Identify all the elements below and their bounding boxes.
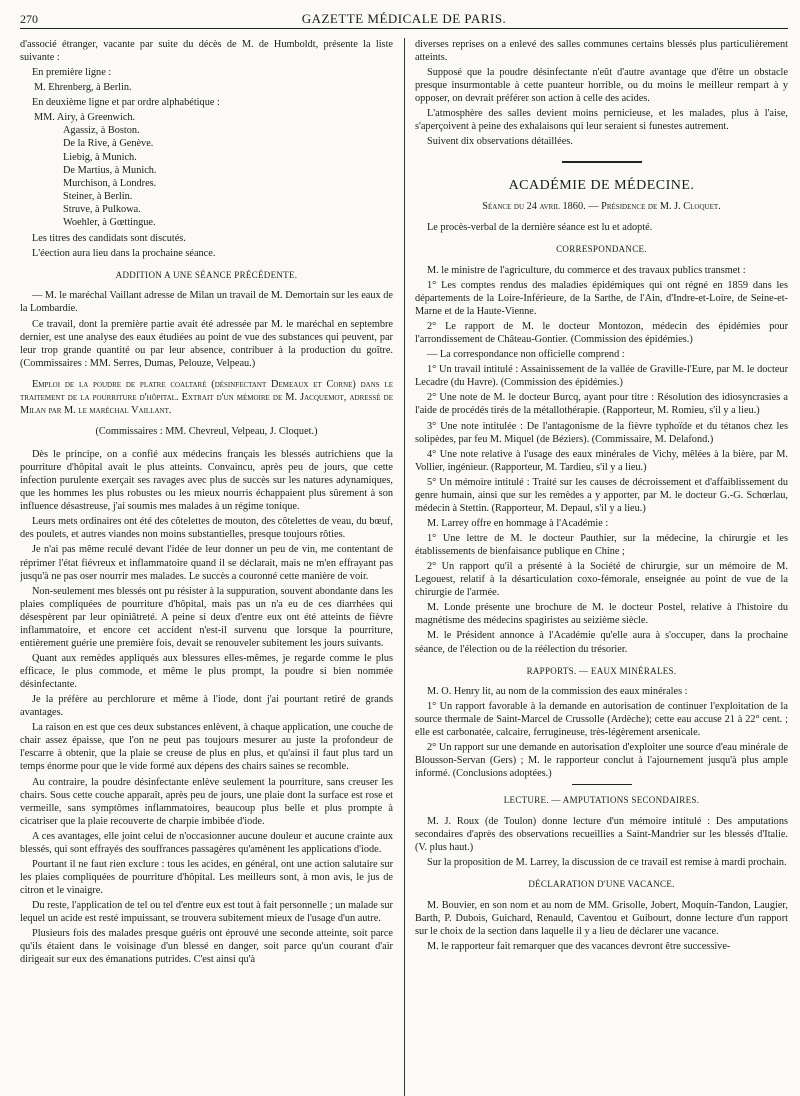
list-item: Murchison, à Londres. [63, 177, 157, 189]
list-item: 1° Les comptes rendus des maladies épidémiques qui ont régné en 1859 dans les départements de la Loire-Inférieure, de la Sarthe, de l'Ain, d'Indre-et-Loire, de Seine-et-Marne et de la Haute-Vienne. [415, 279, 788, 317]
paragraph: En première ligne : [32, 67, 112, 79]
paragraph: M. Ehrenberg, à Berlin. [34, 82, 132, 94]
candidate-list [34, 111, 393, 229]
paragraph: L'éection aura lieu dans la prochaine séance. [32, 247, 216, 259]
paragraph: Ce travail, dont la première partie avait été adressée par M. le maréchal en septembre dernier, est une analyse des eaux étudiées au point de vue des substances qui peuvent, par leur trop grande quantité ou par leur absence, contribuer à la production du goître. (Commissaires : MM. Serres, Dumas, Pelouze, Velpeau.) [20, 318, 393, 369]
section-heading: CORRESPONDANCE. [556, 244, 647, 255]
section-heading: RAPPORTS. — EAUX MINÉRALES. [526, 665, 677, 676]
paragraph: Je la préfère au perchlorure et même à l'iode, dont j'ai pourtant retiré de grands avantages. [20, 694, 393, 719]
paragraph: M. O. Henry lit, au nom de la commission des eaux minérales : [427, 685, 688, 697]
paragraph: M. le ministre de l'agriculture, du commerce et des travaux publics transmet : [427, 264, 746, 276]
paragraph: M. Larrey offre en hommage à l'Académie : [427, 517, 609, 529]
paragraph: diverses reprises on a enlevé des salles communes certains blessés plus particulièrement atteints. [415, 39, 788, 64]
paragraph: Pourtant il ne faut rien exclure : tous les acides, en général, ont une action salutaire sur les plaies compliquées de pourriture d'hôpital. Les meilleurs sont, à mon avis, le jus de citron et le vinaigre. [20, 858, 393, 897]
paragraph: Je n'ai pas même reculé devant l'idée de leur donner un peu de vin, me contentant de réprimer l'état fiévreux et inflammatoire quand il se déclarait, mais ne m'en effrayant pas jusqu'à ne pas oser nourrir mes malades. Le succès a couronné cette manière de voir. [20, 544, 393, 582]
list-item: Agassiz, à Boston. [63, 125, 140, 137]
paragraph: M. J. Roux (de Toulon) donne lecture d'un mémoire intitulé : Des amputations secondaires d'après des observations recueillies a Saint-Mandrier sur les blessés d'Italie. (V. plus haut.) [415, 815, 788, 853]
seance-line: Séance du 24 avril 1860. — Présidence de M. J. Cloquet. [482, 201, 721, 213]
paragraph: Plusieurs fois des malades presque guéris ont éprouvé une seconde atteinte, soit parce qu'ils étaient dans le voisinage d'un blessé en danger, soit parce qu'un courant d'air dirigeait sur eux des émanations putrides. C'est ainsi qu'à [20, 928, 393, 966]
list-item: Liebig, à Munich. [63, 151, 137, 163]
paragraph: d'associé étranger, vacante par suite du décès de M. de Humboldt, présente la liste suivante : [20, 39, 393, 64]
page-number: 270 [20, 12, 38, 26]
list-item: 2° Un rapport sur une demande en autorisation d'exploiter une source d'eau minérale de Blousson-Servan (Gers) ; M. le rapporteur conclut à l'ajournement jusqu'à plus ample informé. (Conclusions adoptées.) [415, 742, 788, 780]
page-header [20, 6, 788, 29]
paragraph: M. Bouvier, en son nom et au nom de MM. Grisolle, Jobert, Moquin-Tandon, Laugier, Barth, P. Dubois, Guichard, Renauld, Caventou et Guibourt, donne lecture d'un rapport sur le choix de la section dans laquelle il y a lieu de déclarer une vacance. [415, 899, 788, 937]
list-item: Struve, à Pulkowa. [63, 203, 141, 215]
paragraph: En deuxième ligne et par ordre alphabétique : [32, 97, 220, 109]
paragraph: M. Londe présente une brochure de M. le docteur Postel, relative à l'histoire du magnétisme des médecins spagiristes au seizième siècle. [415, 602, 788, 627]
list-item: 1° Un rapport favorable à la demande en autorisation de continuer l'exploitation de la source thermale de Saint-Marcel de Crussolle (Ardèche); cette eau accuse 21 à 22° cent. ; elle est carbonatée, calcaire, ferrugineuse, très-légèrement arsenicale. [415, 701, 788, 739]
list-item: De la Rive, à Genève. [63, 138, 154, 150]
left-column [20, 38, 393, 1096]
journal-title: GAZETTE MÉDICALE DE PARIS. [301, 11, 507, 26]
right-column [415, 38, 788, 1096]
separator-rule [572, 784, 632, 785]
paragraph: Non-seulement mes blessés ont pu résister à la suppuration, souvent abondante dans les plaies compliquées de pourriture d'hôpital, mais pas un n'a eu de ces diarrhées qui désespèrent par leur opiniâtreté. A peine si deux d'entre eux ont été atteints de fièvre inflammatoire, et encore cet accident n'est-il survenu que lorsque la pourriture, entièrement guérie une première fois, devait se renouveler subitement les jours suivants. [20, 585, 393, 649]
paragraph: Du reste, l'application de tel ou tel d'entre eux est tout à fait personnelle ; un malade sur lequel un acide est resté impuissant, se trouvera subitement mieux de l'usage d'un autre. [20, 900, 393, 925]
paragraph: M. le rapporteur fait remarquer que des vacances devront être successive- [427, 940, 731, 952]
paragraph: Sur la proposition de M. Larrey, la discussion de ce travail est remise à mardi prochain. [427, 857, 787, 869]
list-item: De Martius, à Munich. [63, 164, 157, 176]
paragraph: L'atmosphère des salles devient moins pernicieuse, et les malades, plus à l'aise, s'aperçoivent à peine des exhalaisons qui leur seraient si funestes autrement. [415, 108, 788, 133]
separator-rule [562, 161, 642, 163]
list-item: MM. Airy, à Greenwich. [34, 112, 136, 124]
paragraph: Suivent dix observations détaillées. [427, 136, 573, 148]
columns [20, 38, 788, 1096]
list-item: Steiner, à Berlin. [63, 190, 133, 202]
academie-heading: ACADÉMIE DE MÉDECINE. [508, 177, 695, 193]
list-item: 2° Un rapport qu'il a présenté à la Société de chirurgie, sur un mémoire de M. Legouest, relatif à la désarticulation coxo-fémorale, enseignée au point de vue de la chirurgie de l'armée. [415, 561, 788, 599]
paragraph: Le procès-verbal de la dernière séance est lu et adopté. [427, 222, 653, 234]
list-item: 2° Une note de M. le docteur Burcq, ayant pour titre : Résolution des idiosyncrasies a l'aide de procédés tirés de la métallothérapie. (Rapporteur, M. Romieu, s'il y a lieu.) [415, 392, 788, 417]
list-item: 3° Une note intitulée : De l'antagonisme de la fièvre typhoïde et du tétanos chez les solipèdes, par feu M. Miquel (de Béziers). (Commissaire, M. Delafond.) [415, 420, 788, 445]
list-item: 1° Une lettre de M. le docteur Pauthier, sur la médecine, la chirurgie et les établissements de bienfaisance publique en Chine ; [415, 533, 788, 558]
paragraph: Les titres des candidats sont discutés. [32, 232, 186, 244]
paragraph: La raison en est que ces deux substances enlèvent, à chaque application, une couche de chair assez épaisse, que l'on ne peut pas toujours mesurer au juste la profondeur de l'escarre à obtenir, que la plaie se creuse de plus en plus, et qu'ainsi il faut plus tard un temps énorme pour que le vide formé aux dépens des chairs saines se recomble. [20, 722, 393, 773]
paragraph: Quant aux remèdes appliqués aux blessures elles-mêmes, je regarde comme le plus efficace, le plus commode, et même le plus prompt, la poudre si bien nommée désinfectante. [20, 652, 393, 691]
paragraph: Leurs mets ordinaires ont été des côtelettes de mouton, des côtelettes de veau, du bœuf, des poulets, et autres viandes non moins substantielles, presque toujours rôties. [20, 516, 393, 541]
paragraph: Au contraire, la poudre désinfectante enlève seulement la pourriture, sans creuser les chairs. Sous cette couche apparaît, après peu de jours, une plaie dont la surface est rose et vermeille, sans symptômes inflammatoires, beaucoup plus belle et plus prompte à cicatriser que la plaie recouverte de charpie imbibée d'iode. [20, 776, 393, 827]
article-title: Emploi de la poudre de platre coaltaré (désinfectant Demeaux et Corne) dans le traitement de la pourriture d'hôpital. Extrait d'un mémoire de M. Jacquemot, adressé de Milan par M. le maréchal Vaillant. [20, 378, 393, 416]
paragraph: — La correspondance non officielle comprend : [427, 349, 625, 361]
section-heading: DÉCLARATION D'UNE VACANCE. [528, 879, 675, 890]
paragraph: A ces avantages, elle joint celui de n'occasionner aucune douleur et aucune crainte aux blessés, qui sont effrayés des souffrances passagères qu'amènent les applications d'iode. [20, 830, 393, 855]
paragraph: Dès le principe, on a confié aux médecins français les blessés autrichiens que la pourriture d'hôpital avait le plus atteints. Convaincu, après peu de jours, que cette infection purulente exerçait ses ravages avec plus de succès sur les natures adynamiques, que les hommes les plus robustes ou les mieux nourris échappaient plus sûrement à son influence désastreuse, j'ai soumis mes malades à un régime tonique. [20, 449, 393, 513]
column-divider [404, 38, 405, 1096]
paragraph: Supposé que la poudre désinfectante n'eût d'autre avantage que d'être un obstacle presque insurmontable à cette puanteur horrible, ou du moins le meilleur rempart à y opposer, on devrait préférer son action à celle des acides. [415, 67, 788, 105]
list-item: 2° Le rapport de M. le docteur Montozon, médecin des épidémies pour l'arrondissement de Château-Gontier. (Commission des épidémies.) [415, 321, 788, 346]
commissioners-note: (Commissaires : MM. Chevreul, Velpeau, J. Cloquet.) [95, 425, 318, 437]
list-item: Woehler, à Gœttingue. [63, 216, 156, 228]
paragraph: — M. le maréchal Vaillant adresse de Milan un travail de M. Demortain sur les eaux de la Lombardie. [20, 290, 393, 315]
section-heading: LECTURE. — AMPUTATIONS SECONDAIRES. [503, 795, 700, 806]
section-heading: ADDITION A UNE SÉANCE PRÉCÉDENTE. [115, 270, 298, 280]
paragraph: M. le Président annonce à l'Académie qu'elle aura à s'occuper, dans la prochaine séance, de l'élection ou de la réélection du trésorier. [415, 630, 788, 655]
list-item: 5° Un mémoire intitulé : Traité sur les causes de décroissement et d'affaiblissement du genre humain, ainsi que sur les remèdes a y apporter, par M. le docteur G.-G. Schœrlau, médecin à Stettin. (Rapporteur, M. Depaul, s'il y a lieu.) [415, 476, 788, 514]
list-item: 1° Un travail intitulé : Assainissement de la vallée de Graville-l'Eure, par M. le docteur Lecadre (du Havre). (Commission des épidémies.) [415, 364, 788, 389]
list-item: 4° Une note relative à l'usage des eaux minérales de Vichy, mêlées à la bière, par M. Vollier, ingénieur. (Rapporteur, M. Tardieu, s'il y a lieu.) [415, 448, 788, 473]
